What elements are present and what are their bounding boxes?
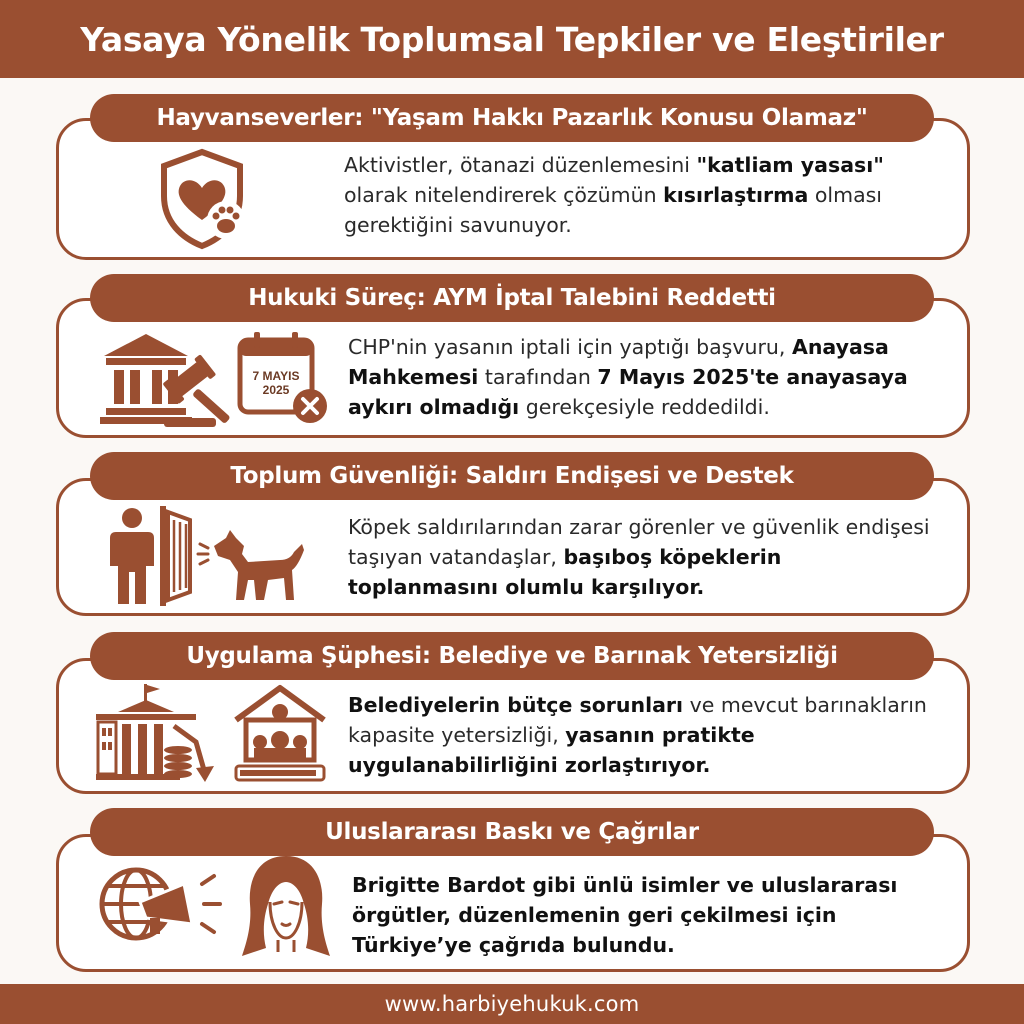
emphasized-text: 7 Mayıs 2025'te anayasaya aykırı olmadığı <box>348 365 908 419</box>
description-text: Aktivistler, ötanazi düzenlemesini <box>344 153 697 177</box>
emphasized-text: başıboş köpeklerin toplanmasını olumlu karşılıyor. <box>348 545 782 599</box>
website-url[interactable]: www.harbiyehukuk.com <box>384 992 640 1016</box>
title-banner <box>0 0 1024 78</box>
section-description <box>352 870 912 960</box>
emphasized-text: kısırlaştırma <box>663 183 809 207</box>
page-title: Yasaya Yönelik Toplumsal Tepkiler ve Eleştiriler <box>80 19 944 59</box>
gate-icon <box>158 506 194 606</box>
shelter-capacity-icon <box>230 684 330 782</box>
calendar-rejected-icon <box>234 330 334 430</box>
emphasized-text: Brigitte Bardot gibi ünlü isimler ve uluslararası örgütler, düzenlemenin geri çekilmesi için Türkiye’ye çağrıda bulundu. <box>352 873 898 957</box>
description-text: gerekçesiyle reddedildi. <box>519 395 770 419</box>
description-text: Köpek saldırılarından zarar görenler ve güvenlik endişesi taşıyan vatandaşlar, <box>348 515 930 569</box>
footer-bar <box>0 984 1024 1024</box>
person-icon <box>106 506 158 606</box>
calendar-year-text: 2025 <box>262 383 290 397</box>
section-description <box>344 150 934 240</box>
barking-dog-icon <box>196 526 308 606</box>
calendar-month-text: 7 MAYIS <box>252 369 300 383</box>
emphasized-text: "katliam yasası" <box>696 153 884 177</box>
section-heading: Hayvanseverler: "Yaşam Hakkı Pazarlık Konusu Olamaz" <box>90 94 934 142</box>
section-description <box>348 690 938 780</box>
section-heading: Hukuki Süreç: AYM İptal Talebini Reddetti <box>90 274 934 322</box>
municipality-budget-decline-icon <box>92 682 220 786</box>
description-text: CHP'nin yasanın iptali için yaptığı başvuru, <box>348 335 792 359</box>
description-text: ve mevcut barınakların kapasite yetersizliği, <box>348 693 927 747</box>
shield-heart-paw-icon <box>150 146 254 250</box>
section-description <box>348 512 938 602</box>
description-text: olması gerektiğini savunuyor. <box>344 183 883 237</box>
emphasized-text: Anayasa Mahkemesi <box>348 335 889 389</box>
section-description <box>348 332 938 422</box>
section-heading: Uluslararası Baskı ve Çağrılar <box>90 808 934 856</box>
section-heading: Uygulama Şüphesi: Belediye ve Barınak Yetersizliği <box>90 632 934 680</box>
description-text: olarak nitelendirerek çözümün <box>344 183 664 207</box>
section-heading: Toplum Güvenliği: Saldırı Endişesi ve Destek <box>90 452 934 500</box>
woman-portrait-icon <box>238 852 334 962</box>
globe-megaphone-icon <box>98 862 228 946</box>
description-text: tarafından <box>478 365 598 389</box>
emphasized-text: yasanın pratikte uygulanabilirliğini zorlaştırıyor. <box>348 723 755 777</box>
emphasized-text: Belediyelerin bütçe sorunları <box>348 693 684 717</box>
